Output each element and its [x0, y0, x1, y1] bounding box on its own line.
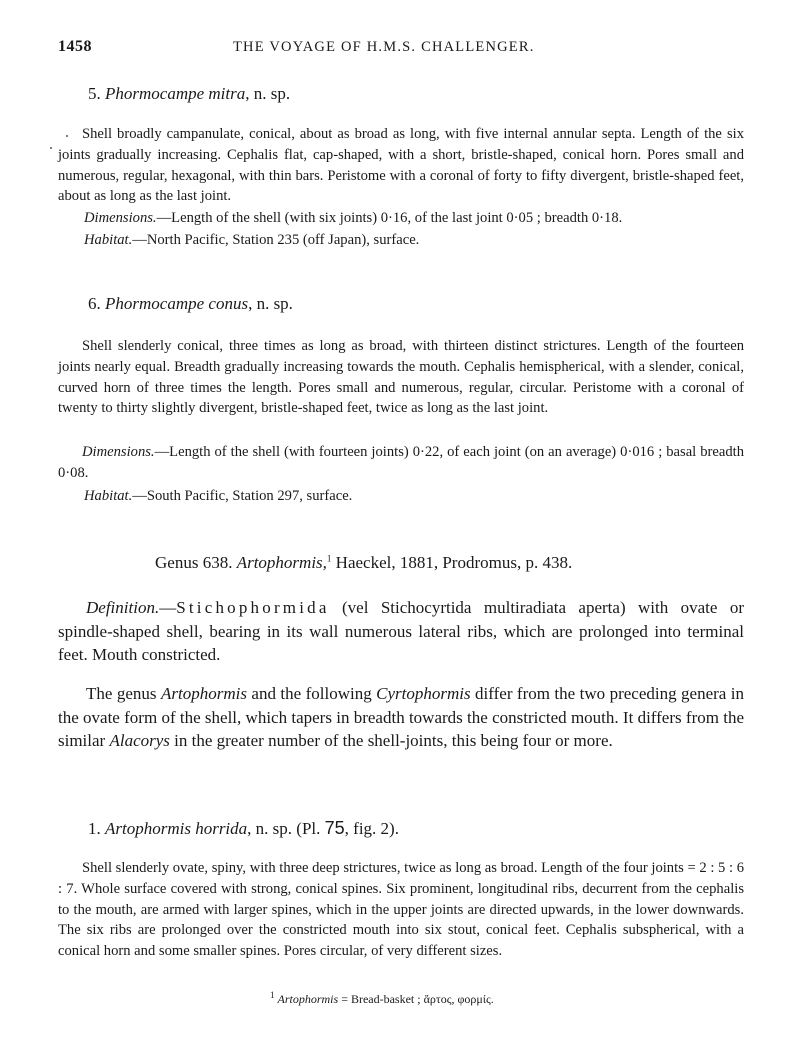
dimensions-label: Dimensions. [84, 210, 157, 226]
species-5-heading [88, 84, 290, 104]
species-1-name: Artophormis horrida [105, 819, 248, 838]
species-5-number: 5. [88, 84, 101, 103]
species-5-suffix: , n. sp. [245, 84, 291, 103]
figure-ref: , fig. 2). [344, 819, 399, 838]
habitat-label: Habitat. [84, 488, 133, 504]
species-6-habitat: Habitat.—South Pacific, Station 297, surface. [84, 488, 353, 504]
plate-number: 75 [324, 818, 345, 838]
genus-number: Genus 638. [155, 553, 233, 572]
species-6-description: Shell slenderly conical, three times as long as broad, with thirteen distinct strictures. Length of the fourteen joints nearly equal. Breadth gradually increasing towards the mouth. Cephalis hemispherical, with a slender, conical, curved horn of three times the length. Pores small and numerous, regular, circular. Peristome with a coronal of twenty to thirty slightly divergent, bristle-shaped feet, twice as long as the last joint. [58, 338, 744, 417]
species-5-habitat: Habitat.—North Pacific, Station 235 (off Japan), surface. [84, 232, 420, 248]
footnote-term: Artophormis [277, 992, 339, 1006]
species-1-number: 1. [88, 819, 101, 838]
running-head [58, 38, 758, 60]
genus-name-ref: Cyrtophormis [376, 684, 471, 703]
species-1-description: Shell slenderly ovate, spiny, with three deep strictures, twice as long as broad. Length of the four joints = 2 : 5 : 6 : 7. Whole surface covered with strong, conical spines. Six prominent, longitudinal ribs, decurrent from the cephalis to the mouth, are armed with larger spines, which in the upper joints are directed upwards, in the lower downwards. The six ribs are prolonged over the constricted mouth into six stout, conical feet. Cephalis subspherical, with a conical horn and some smaller spines. Pores circular, of very different sizes. [58, 860, 744, 960]
habitat-label: Habitat. [84, 232, 133, 248]
species-5-dimensions: Dimensions.—Length of the shell (with six joints) 0·16, of the last joint 0·05 ; breadth 0·18. [84, 210, 623, 226]
running-title: THE VOYAGE OF H.M.S. CHALLENGER. [233, 39, 535, 55]
species-6-name: Phormocampe conus [105, 294, 249, 313]
definition-label: Definition. [86, 598, 160, 617]
footnote-mark: 1 [270, 990, 275, 1000]
genus-name: Artophormis, [236, 553, 327, 572]
species-6-number: 6. [88, 294, 101, 313]
footnote-ref: 1 [326, 553, 332, 564]
footnote [270, 992, 494, 1007]
genus-authority: Haeckel, 1881, Prodromus, p. 438. [331, 553, 573, 572]
species-5-description: Shell broadly campanulate, conical, about as broad as long, with five internal annular septa. Length of the six joints gradually increasing. Cephalis flat, cap-shaped, with a short, bristle-shaped, conical horn. Pores small and numerous, regular, hexagonal, with thin bars. Peristome with a coronal of forty to fifty divergent, bristle-shaped feet, about as long as the last joint. [58, 126, 744, 205]
genus-heading [155, 553, 572, 573]
species-5-name: Phormocampe mitra [105, 84, 246, 103]
genus-discussion: The genus Artophormis and the following Cyrtophormis differ from the two preceding genera in the ovate form of the shell, which tapers in breadth towards the constricted mouth. It differs from the similar Alacorys in the greater number of the shell-joints, this being four or more. [58, 684, 744, 751]
stray-mark [50, 147, 52, 149]
genus-definition: Definition.—Stichophormida (vel Stichocyrtida multiradiata aperta) with ovate or spindle-shaped shell, bearing in its wall numerous lateral ribs, which are prolonged into terminal feet. Mouth constricted. [58, 598, 744, 665]
species-1-suffix: , n. sp. (Pl. [247, 819, 325, 838]
dimensions-label: Dimensions. [82, 444, 155, 460]
species-6-heading [88, 294, 293, 314]
genus-name-ref: Alacorys [109, 731, 170, 751]
genus-name-ref: Artophormis [160, 684, 247, 703]
definition-term: Stichophormida [176, 598, 330, 617]
species-6-suffix: , n. sp. [248, 294, 293, 313]
species-1-heading [88, 818, 399, 839]
species-6-dimensions: Dimensions.—Length of the shell (with fourteen joints) 0·22, of each joint (on an average) 0·016 ; basal breadth 0·08. [58, 444, 744, 481]
footnote-text: = Bread-basket ; ἄρτος, φορμίς. [338, 992, 494, 1006]
page-number: 1458 [58, 38, 92, 55]
